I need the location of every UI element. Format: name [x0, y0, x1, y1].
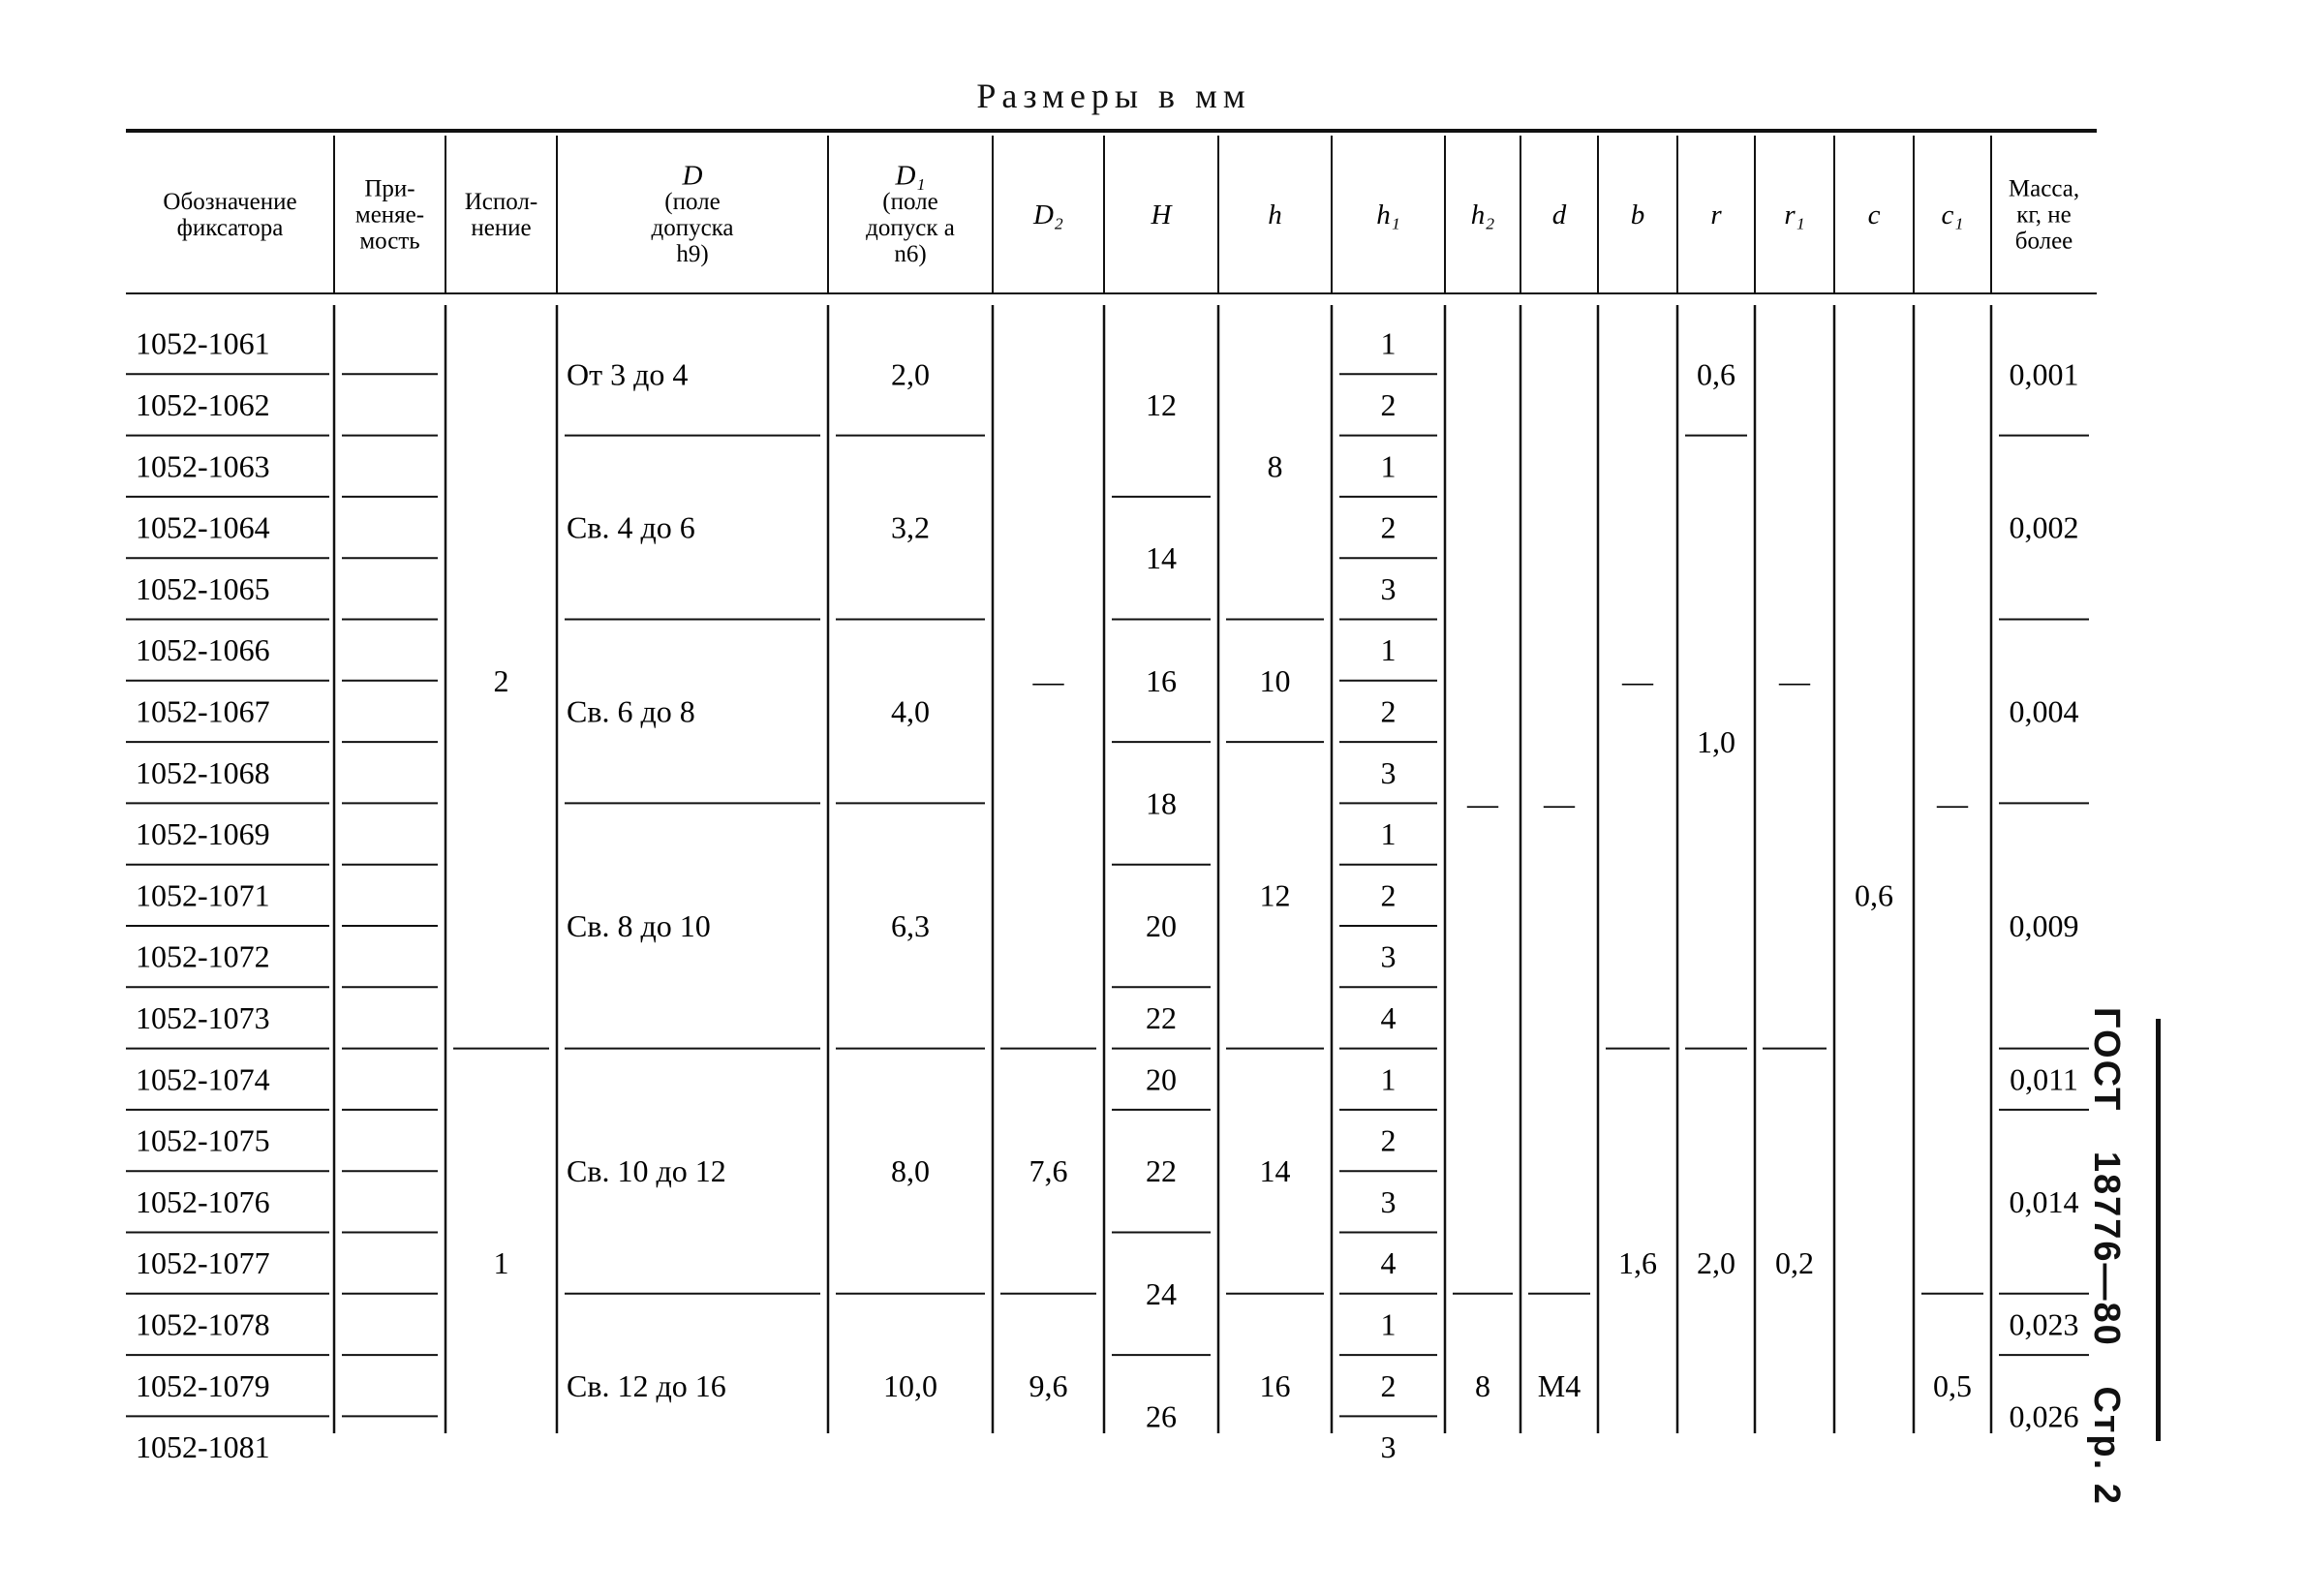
cell-h1: 1	[1380, 1306, 1397, 1342]
header-mass-text: более	[2014, 228, 2073, 255]
cell-mass: 0,011	[2010, 1061, 2078, 1097]
cell-H: 20	[1146, 908, 1177, 943]
header-applicability-text: мость	[359, 228, 420, 255]
cell-H: 26	[1146, 1398, 1177, 1434]
cell-D1: 2,0	[891, 356, 930, 392]
cell-h1: 2	[1380, 509, 1397, 545]
cell-D1: 4,0	[891, 693, 930, 729]
cell-mass: 0,009	[2009, 908, 2079, 943]
cell-h1: 3	[1380, 1429, 1397, 1465]
standard-number: 18776—80	[2086, 1151, 2127, 1347]
cell-h1: 1	[1380, 1061, 1397, 1097]
cell-h1: 2	[1380, 386, 1397, 422]
header-D1-text: (поле	[882, 189, 938, 215]
cell-version: 2	[493, 662, 509, 698]
cell-h2: —	[1467, 785, 1498, 821]
cell-h1: 2	[1380, 877, 1397, 913]
designation-cell: 1052-1067	[136, 693, 270, 729]
cell-h1: 4	[1380, 999, 1397, 1035]
header-mass-text: Масса,	[2008, 175, 2080, 202]
cell-D2: —	[1032, 662, 1064, 698]
standard-name: ГОСТ	[2086, 1007, 2127, 1113]
cell-c1: —	[1937, 785, 1968, 821]
designation-cell: 1052-1064	[136, 509, 270, 545]
page-side-label	[2059, 1007, 2127, 1588]
cell-b: 1,6	[1618, 1245, 1657, 1281]
cell-D1: 10,0	[883, 1367, 937, 1403]
cell-h1: 3	[1380, 754, 1397, 790]
header-D-text: h9)	[676, 241, 709, 267]
cell-mass: 0,026	[2009, 1398, 2079, 1434]
cell-D: Св. 10 до 12	[567, 1153, 726, 1189]
page-number: Стр. 2	[2086, 1386, 2127, 1506]
header-c1-symbol: c₁	[1941, 200, 1964, 230]
designation-cell: 1052-1073	[136, 999, 270, 1035]
cell-H: 18	[1146, 785, 1177, 821]
cell-h1: 1	[1380, 448, 1397, 484]
cell-r1: —	[1779, 662, 1810, 698]
cell-D: От 3 до 4	[567, 356, 689, 392]
cell-c: 0,6	[1855, 877, 1893, 913]
designation-cell: 1052-1074	[136, 1061, 270, 1097]
header-D1-symbol: D₁	[895, 160, 926, 192]
header-version-text: Испол-	[464, 189, 538, 215]
cell-h1: 2	[1380, 1367, 1397, 1403]
cell-D: Св. 6 до 8	[567, 693, 695, 729]
cell-h: 14	[1259, 1153, 1291, 1189]
cell-h: 8	[1267, 448, 1283, 484]
cell-r1: 0,2	[1775, 1245, 1814, 1281]
designation-cell: 1052-1071	[136, 877, 270, 913]
cell-h1: 3	[1380, 1183, 1397, 1219]
cell-h1: 1	[1380, 816, 1397, 852]
cell-r: 0,6	[1697, 356, 1735, 392]
cell-H: 16	[1146, 662, 1177, 698]
designation-cell: 1052-1069	[136, 816, 270, 852]
cell-h: 12	[1259, 877, 1291, 913]
cell-H: 22	[1146, 1153, 1177, 1189]
cell-H: 20	[1146, 1061, 1177, 1097]
designation-cell: 1052-1061	[136, 325, 270, 361]
cell-h2: 8	[1475, 1367, 1490, 1403]
cell-D: Св. 12 до 16	[567, 1367, 726, 1403]
cell-h1: 2	[1380, 693, 1397, 729]
header-d-symbol: d	[1551, 200, 1567, 230]
cell-d: М4	[1537, 1367, 1581, 1403]
cell-b: —	[1622, 662, 1653, 698]
header-H-symbol: H	[1151, 200, 1172, 230]
side-label-rule	[2156, 1019, 2161, 1441]
cell-H: 14	[1146, 540, 1177, 576]
cell-D: Св. 8 до 10	[567, 908, 711, 943]
designation-cell: 1052-1072	[136, 938, 270, 974]
cell-r: 2,0	[1697, 1245, 1735, 1281]
cell-D2: 9,6	[1029, 1367, 1068, 1403]
cell-c1: 0,5	[1933, 1367, 1972, 1403]
cell-version: 1	[493, 1245, 509, 1281]
header-h1-symbol: h₁	[1376, 200, 1400, 230]
cell-h1: 1	[1380, 325, 1397, 361]
cell-D2: 7,6	[1029, 1153, 1068, 1189]
cell-H: 12	[1146, 386, 1177, 422]
cell-mass: 0,004	[2009, 693, 2079, 729]
designation-cell: 1052-1081	[136, 1429, 270, 1465]
header-version-text: нение	[471, 215, 532, 241]
cell-mass: 0,002	[2009, 509, 2079, 545]
cell-r: 1,0	[1697, 724, 1735, 760]
cell-mass: 0,001	[2009, 356, 2079, 392]
cell-mass: 0,023	[2009, 1306, 2079, 1342]
header-h2-symbol: h₂	[1470, 200, 1495, 230]
cell-D1: 3,2	[891, 509, 930, 545]
designation-cell: 1052-1062	[136, 386, 270, 422]
designation-cell: 1052-1066	[136, 632, 270, 668]
header-b-symbol: b	[1630, 200, 1645, 230]
designation-cell: 1052-1079	[136, 1367, 270, 1403]
designation-cell: 1052-1075	[136, 1122, 270, 1158]
header-c-symbol: c	[1867, 200, 1881, 230]
cell-h1: 2	[1380, 1122, 1397, 1158]
cell-D1: 6,3	[891, 908, 930, 943]
header-D-text: допуска	[651, 215, 734, 241]
designation-cell: 1052-1065	[136, 570, 270, 606]
designation-cell: 1052-1068	[136, 754, 270, 790]
designation-cell: 1052-1078	[136, 1306, 270, 1342]
cell-h1: 3	[1380, 570, 1397, 606]
cell-h1: 1	[1380, 632, 1397, 668]
header-D1-text: допуск а	[866, 215, 955, 241]
cell-d: —	[1544, 785, 1575, 821]
cell-h: 16	[1259, 1367, 1291, 1403]
cell-mass: 0,014	[2009, 1183, 2079, 1219]
header-D-symbol: D	[682, 160, 703, 192]
cell-H: 22	[1146, 999, 1177, 1035]
cell-H: 24	[1146, 1275, 1177, 1311]
cell-h: 10	[1259, 662, 1291, 698]
cell-D: Св. 4 до 6	[567, 509, 695, 545]
designation-cell: 1052-1076	[136, 1183, 270, 1219]
cell-h1: 4	[1380, 1245, 1397, 1281]
header-D-text: (поле	[664, 189, 721, 215]
header-mass-text: кг, не	[2016, 201, 2072, 229]
designation-cell: 1052-1063	[136, 448, 270, 484]
designation-cell: 1052-1077	[136, 1245, 270, 1281]
header-D1-text: n6)	[894, 241, 927, 267]
header-designation-text: Обозначение	[163, 189, 297, 215]
header-r-symbol: r	[1710, 200, 1722, 230]
header-applicability-text: При-	[364, 175, 415, 202]
cell-D1: 8,0	[891, 1153, 930, 1189]
header-designation-text: фиксатора	[176, 215, 284, 241]
table-caption: Размеры в мм	[976, 77, 1251, 115]
cell-h1: 3	[1380, 938, 1397, 974]
header-D2-symbol: D₂	[1032, 200, 1064, 230]
header-r1-symbol: r₁	[1784, 200, 1805, 230]
header-applicability-text: меняе-	[354, 201, 425, 229]
header-h-symbol: h	[1268, 200, 1282, 230]
